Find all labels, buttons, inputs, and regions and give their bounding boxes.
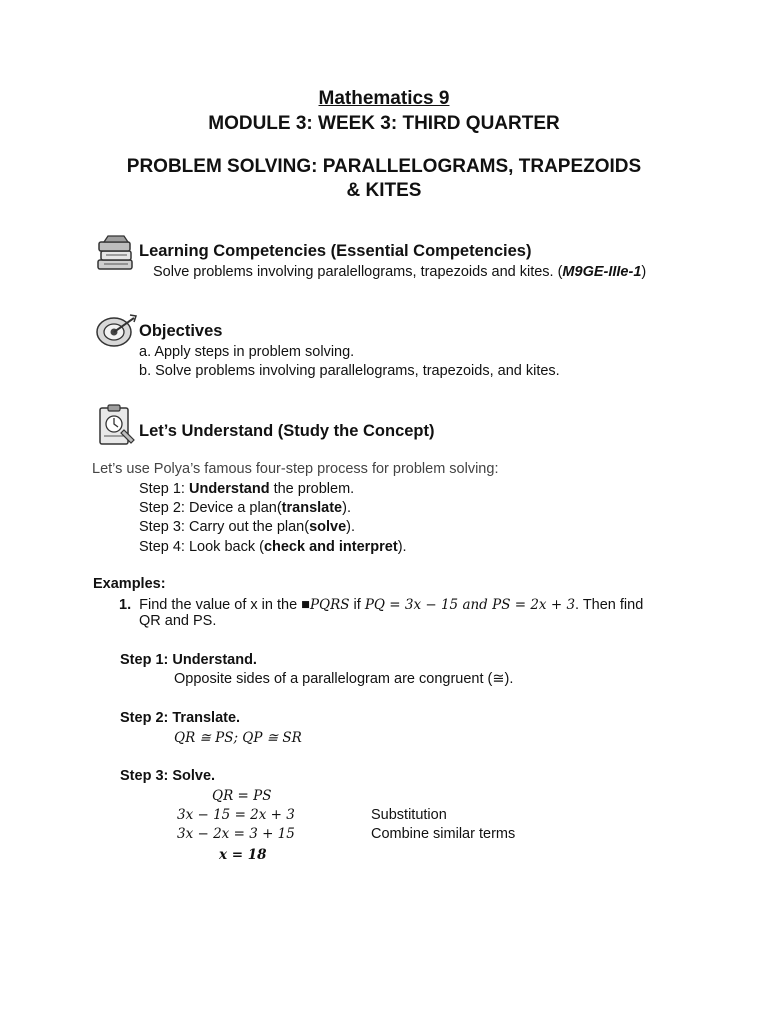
step1-heading: Step 1: Understand. (120, 652, 257, 668)
equation-2: 3x − 15 = 2x + 3 (177, 807, 295, 823)
subject-title: Mathematics 9 (318, 88, 450, 109)
topic-title-line2: & KITES (346, 180, 422, 201)
step-1: Step 1: Understand the problem. (139, 481, 355, 497)
clipboard-icon (94, 404, 138, 448)
competency-code: M9GE-IIIe-1 (562, 264, 642, 280)
step-2: Step 2: Device a plan(translate). (139, 500, 351, 516)
step2-heading: Step 2: Translate. (120, 710, 241, 726)
equation-3: 3x − 2x = 3 + 15 (177, 826, 295, 842)
example-1-line2: QR and PS. (139, 613, 217, 629)
target-icon (94, 310, 138, 354)
equation-2-note: Substitution (371, 807, 447, 823)
examples-heading: Examples: (93, 576, 166, 592)
equation-4: x = 18 (219, 847, 267, 863)
understand-heading: Let’s Understand (Study the Concept) (139, 422, 435, 440)
step1-text: Opposite sides of a parallelogram are congruent (≅). (174, 671, 514, 687)
equation-1: QR = PS (212, 788, 272, 804)
topic-title-line1: PROBLEM SOLVING: PARALLELOGRAMS, TRAPEZOIDS (126, 156, 642, 177)
step2-math: QR ≅ PS; QP ≅ SR (174, 730, 302, 746)
step3-heading: Step 3: Solve. (120, 768, 216, 784)
understand-intro: Let’s use Polya’s famous four-step process for problem solving: (92, 461, 499, 477)
competencies-text: Solve problems involving paralellograms, trapezoids and kites. (M9GE-IIIe-1) (153, 264, 647, 280)
competencies-heading: Learning Competencies (Essential Competencies) (139, 242, 532, 260)
equation-3-note: Combine similar terms (371, 826, 516, 842)
objective-item-b: b. Solve problems involving parallelograms, trapezoids, and kites. (139, 363, 560, 379)
example-1: 1. Find the value of x in the ■PQRS if PQ = 3x − 15 and PS = 2x + 3. Then find (119, 597, 644, 613)
objectives-heading: Objectives (139, 322, 223, 340)
books-icon (94, 232, 138, 276)
module-title: MODULE 3: WEEK 3: THIRD QUARTER (208, 113, 560, 134)
step-3: Step 3: Carry out the plan(solve). (139, 519, 356, 535)
step-4: Step 4: Look back (check and interpret). (139, 539, 407, 555)
objective-item-a: a. Apply steps in problem solving. (139, 344, 355, 360)
